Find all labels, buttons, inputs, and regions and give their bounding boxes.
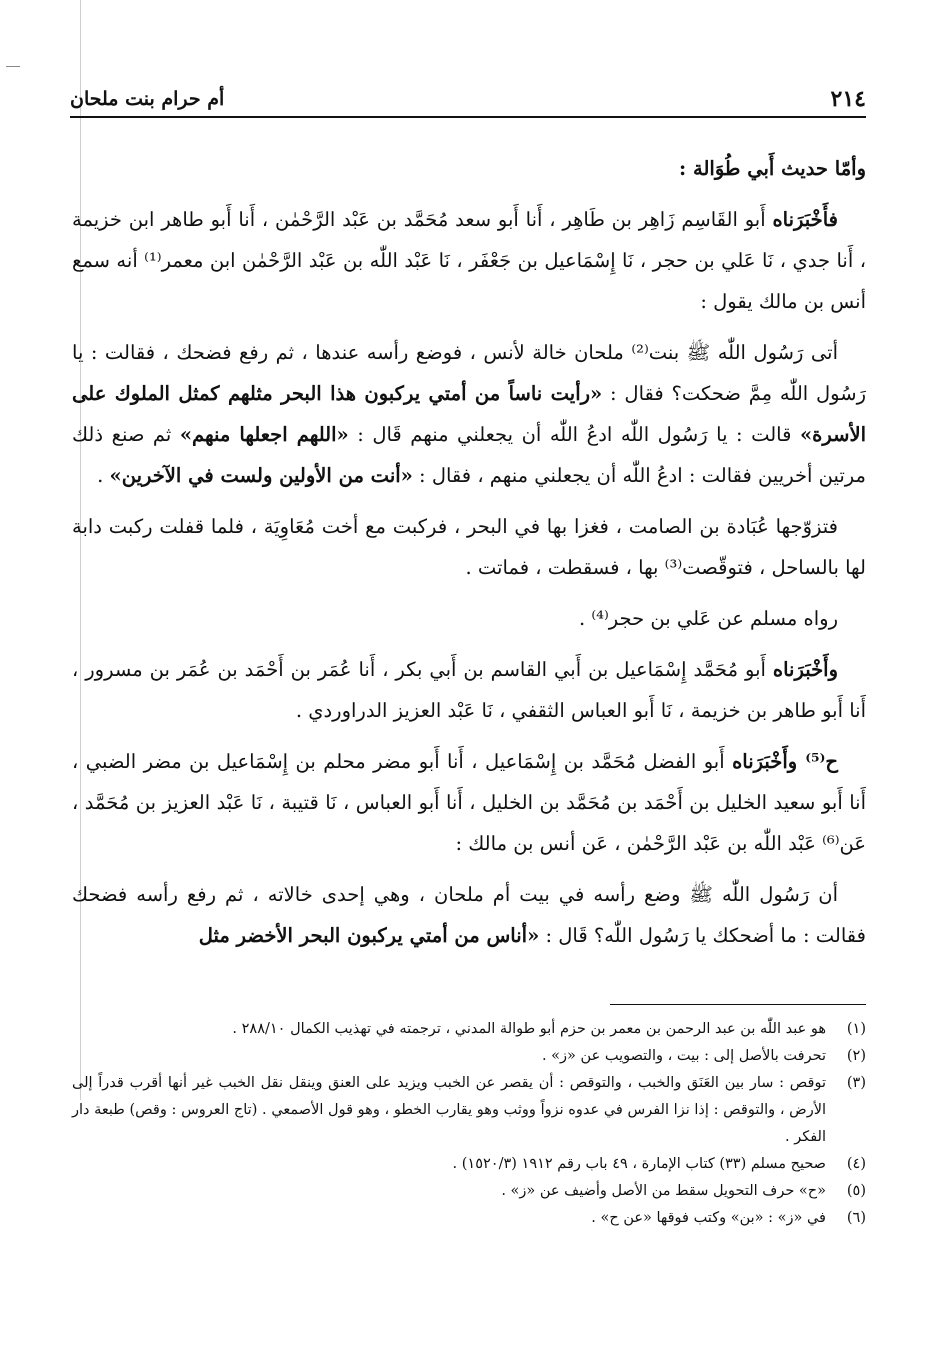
paragraph-hadith-2 (72, 874, 866, 956)
paragraph-text: أتى رَسُول اللّٰه ﷺ بنت⁽²⁾ ملحان خالة لأنس ، فوضع رأسه عندها ، ثم رفع فضحك ، فقالت : يا رَسُول اللّٰه مِمَّ ضحكت؟ فقال : (72, 341, 866, 405)
lead-word: فأَخْبَرَناه (772, 208, 838, 231)
scan-mark (6, 66, 20, 67)
paragraph-isnad-1 (72, 199, 866, 322)
paragraph-text: فتزوّجها عُبَادة بن الصامت ، فغزا بها في البحر ، فركبت مع أخت مُعَاوِيَة ، فلما قفلت ركبت دابة لها بالساحل ، فتوقّصت⁽³⁾ بها ، فسقطت ، فماتت . (72, 515, 866, 579)
footnote (72, 1178, 866, 1205)
prophetic-quote: «أناس من أمتي يركبون البحر الأخضر مثل (198, 924, 540, 947)
footnote-text: توقص : سار بين العَنَق والخبب ، والتوقص : أن يقصر عن الخبب ويزيد على العنق وينقل نقل الخبب غير أنها أقرب قدراً إلى الأرض ، والتوقص : إذا نزا الفرس في عدوه نزواً ووثب وهو يقارب الخطو ، وهو قول الأصمعي . (تاج العروس : وقص) طبعة دار الفكر . (72, 1075, 826, 1145)
footnote-separator (610, 1004, 866, 1005)
paragraph-source (72, 598, 866, 639)
footnote (72, 1043, 866, 1070)
lead-word: وأَخْبَرَناه (772, 658, 838, 681)
footnote-number: (٤) (846, 1156, 866, 1172)
running-title: أم حرام بنت ملحان (70, 88, 225, 110)
paragraph-text: رواه مسلم عن عَلي بن حجر⁽⁴⁾ . (578, 607, 838, 630)
footnote (72, 1016, 866, 1043)
footnote-text: صحيح مسلم (٣٣) كتاب الإمارة ، ٤٩ باب رقم ١٩١٢ (١٥٢٠/٣) . (452, 1156, 826, 1172)
footnote-text: «ح» حرف التحويل سقط من الأصل وأضيف عن «ز» . (501, 1183, 826, 1199)
paragraph-isnad-3 (72, 741, 866, 864)
footnote (72, 1205, 866, 1232)
paragraph-isnad-2 (72, 649, 866, 731)
main-text (72, 148, 866, 966)
prophetic-quote: «رأيت ناساً من أمتي يركبون هذا البحر مثلهم كمثل الملوك على الأسرة» (72, 382, 866, 446)
footnote-number: (٢) (846, 1048, 866, 1064)
section-subhead (72, 148, 866, 189)
lead-word: وأَخْبَرَناه (732, 750, 798, 773)
paragraph-text: أَبو القَاسِم زَاهِر بن طَاهِر ، أَنا أَبو سعد مُحَمَّد بن عَبْد الرَّحْمٰن ، أَنا أَبو طاهر ابن خزيمة ، أَنا جدي ، نَا عَلي بن حجر ، نَا إِسْمَاعيل بن جَعْفَر ، نَا عَبْد اللّٰه بن عَبْد الرَّحْمٰن ابن معمر⁽¹⁾ أنه سمع أنس بن مالك يقول : (72, 208, 866, 313)
footnote-number: (١) (846, 1021, 866, 1037)
footnote-text: تحرفت بالأصل إلى : بيت ، والتصويب عن «ز» . (541, 1048, 826, 1064)
paragraph-narrative (72, 506, 866, 588)
page-header (70, 76, 866, 118)
footnote (72, 1070, 866, 1151)
footnote (72, 1151, 866, 1178)
prophetic-quote: «أنت من الأولين ولست في الآخرين» (109, 464, 413, 487)
paragraph-text: أَبو مُحَمَّد إِسْمَاعيل بن أَبي القاسم بن أَبي بكر ، أَنا عُمَر بن أَحْمَد بن عُمَر بن مسرور ، أَنا أَبو طاهر بن خزيمة ، نَا أَبو العباس الثقفي ، نَا عَبْد العزيز الدراوردي . (72, 658, 866, 722)
footnote-number: (٦) (846, 1210, 866, 1226)
footnote-text: في «ز» : «بن» وكتب فوقها «عن ح» . (591, 1210, 826, 1226)
footnote-number: (٣) (846, 1075, 866, 1091)
paragraph-text: أن رَسُول اللّٰه ﷺ وضع رأسه في بيت أم ملحان ، وهي إحدى خالاته ، ثم رفع رأسه فضحك فقالت : ما أضحكك يا رَسُول اللّٰه؟ قَال : (72, 883, 866, 947)
tahwil-sign: ح⁽⁵⁾ (797, 750, 838, 773)
prophetic-quote: «اللهم اجعلها منهم» (179, 423, 349, 446)
paragraph-text: ثم صنع ذلك مرتين أخريين فقالت : ادعُ اللّٰه أن يجعلني منهم ، فقال : (72, 423, 866, 487)
paragraph-text: قالت : يا رَسُول اللّٰه ادعُ اللّٰه أن يجعلني منهم قَال : (348, 423, 800, 446)
paragraph-text: أَبو الفضل مُحَمَّد بن إِسْمَاعيل ، أَنا أَبو مضر محلم بن إِسْمَاعيل بن مضر الضبي ، أَنا أَبو سعيد الخليل بن أَحْمَد بن مُحَمَّد بن الخليل ، أَنا أَبو العباس ، نَا قتيبة ، نَا عَبْد العزيز بن مُحَمَّد ، عَن⁽⁶⁾ عَبْد اللّٰه بن عَبْد الرَّحْمٰن ، عَن أنس بن مالك : (72, 750, 866, 855)
page-number: ٢١٤ (830, 86, 866, 112)
subhead-text: وأمّا حديث أَبي طُوَالة : (679, 157, 866, 180)
footnotes (72, 1016, 866, 1232)
paragraph-text: . (97, 464, 110, 487)
footnote-number: (٥) (846, 1183, 866, 1199)
footnote-text: هو عبد اللّٰه بن عبد الرحمن بن معمر بن حزم أبو طوالة المدني ، ترجمته في تهذيب الكمال ٢٨٨/١٠ . (232, 1021, 826, 1037)
paragraph-hadith-1 (72, 332, 866, 496)
